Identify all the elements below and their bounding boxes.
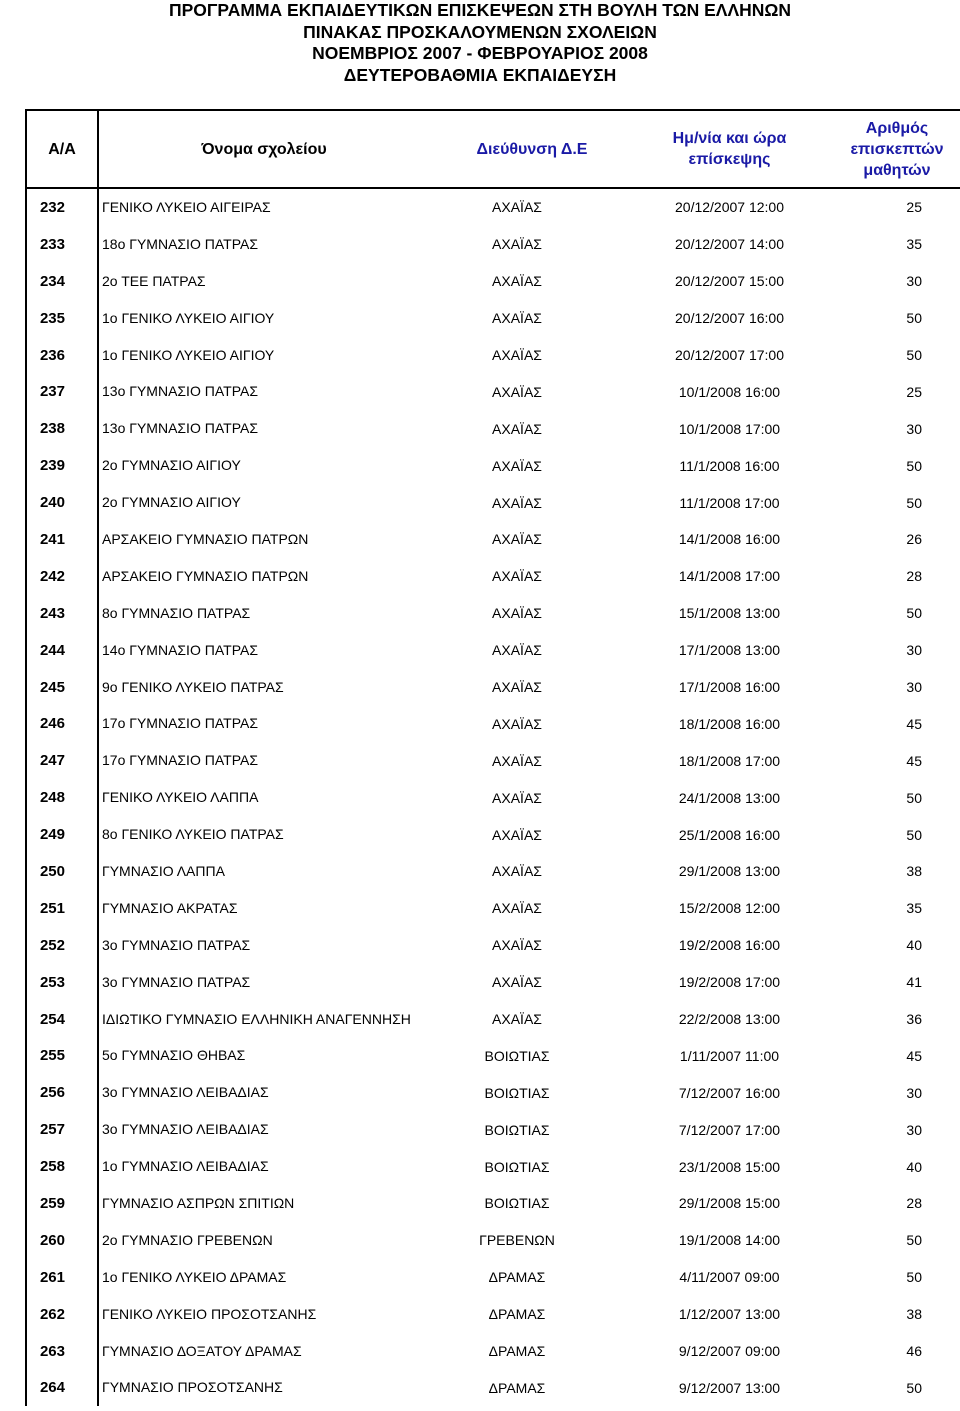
direction-name: ΑΧΑΪΑΣ [492, 715, 542, 732]
table-row [27, 1259, 960, 1296]
row-number: 264 [39, 1379, 65, 1397]
table-row [27, 890, 960, 927]
students-count: 50 [906, 494, 922, 511]
students-count: 50 [906, 1379, 922, 1396]
row-number: 245 [39, 678, 65, 696]
visit-datetime: 15/1/2008 13:00 [678, 605, 781, 622]
table-row [27, 1185, 960, 1222]
document-title-block [0, 0, 960, 86]
students-count: 45 [906, 1047, 922, 1064]
row-number: 254 [39, 1010, 65, 1028]
title-line: ΠΡΟΓΡΑΜΜΑ ΕΚΠΑΙΔΕΥΤΙΚΩΝ ΕΠΙΣΚΕΨΕΩΝ ΣΤΗ ΒΟΥΛΗ ΤΩΝ ΕΛΛΗΝΩΝ [168, 0, 792, 20]
direction-name: ΒΟΙΩΤΙΑΣ [484, 1047, 550, 1064]
table-row [27, 521, 960, 558]
row-number: 246 [39, 715, 65, 733]
table-row [27, 226, 960, 263]
direction-name: ΑΧΑΪΑΣ [492, 605, 542, 622]
row-number: 248 [39, 789, 65, 807]
row-number: 253 [39, 973, 65, 991]
students-count: 50 [906, 605, 922, 622]
visit-datetime: 18/1/2008 16:00 [678, 715, 781, 732]
visit-datetime: 1/11/2007 11:00 [679, 1047, 780, 1064]
row-number: 260 [39, 1231, 65, 1249]
school-name: 8ο ΓΥΜΝΑΣΙΟ ΠΑΤΡΑΣ [102, 604, 251, 621]
row-number: 247 [39, 752, 65, 770]
visit-datetime: 20/12/2007 15:00 [675, 273, 784, 290]
row-number: 263 [39, 1342, 65, 1360]
school-name: 3ο ΓΥΜΝΑΣΙΟ ΠΑΤΡΑΣ [102, 936, 251, 953]
visit-datetime: 7/12/2007 17:00 [678, 1121, 781, 1138]
direction-name: ΑΧΑΪΑΣ [492, 679, 542, 696]
school-name: 13ο ΓΥΜΝΑΣΙΟ ΠΑΤΡΑΣ [102, 420, 258, 437]
table-row [27, 964, 960, 1001]
header-students: Αριθμός επισκεπτών μαθητών [850, 119, 944, 179]
visit-datetime: 23/1/2008 15:00 [678, 1158, 781, 1175]
students-count: 50 [906, 1232, 922, 1249]
school-name: 17ο ΓΥΜΝΑΣΙΟ ΠΑΤΡΑΣ [102, 752, 258, 769]
table-row [27, 1370, 960, 1407]
school-name: ΙΔΙΩΤΙΚΟ ΓΥΜΝΑΣΙΟ ΕΛΛΗΝΙΚΗ ΑΝΑΓΕΝΝΗΣΗ [102, 1010, 411, 1027]
students-count: 25 [906, 383, 922, 400]
students-count: 28 [906, 1195, 922, 1212]
visit-datetime: 15/2/2008 12:00 [678, 900, 781, 917]
row-number: 241 [39, 530, 65, 548]
direction-name: ΑΧΑΪΑΣ [492, 568, 542, 585]
title-line: ΔΕΥΤΕΡΟΒΑΘΜΙΑ ΕΚΠΑΙΔΕΥΣΗ [343, 64, 617, 85]
row-number: 250 [39, 862, 65, 880]
visit-datetime: 29/1/2008 15:00 [678, 1195, 781, 1212]
direction-name: ΑΧΑΪΑΣ [492, 273, 542, 290]
row-number: 233 [39, 235, 65, 253]
students-count: 30 [906, 273, 922, 290]
school-name: 5ο ΓΥΜΝΑΣΙΟ ΘΗΒΑΣ [102, 1047, 246, 1064]
visit-datetime: 9/12/2007 13:00 [678, 1379, 781, 1396]
school-name: 8ο ΓΕΝΙΚΟ ΛΥΚΕΙΟ ΠΑΤΡΑΣ [102, 826, 284, 843]
school-name: 14ο ΓΥΜΝΑΣΙΟ ΠΑΤΡΑΣ [102, 641, 258, 658]
table-row [27, 1222, 960, 1259]
visit-datetime: 25/1/2008 16:00 [678, 826, 781, 843]
row-number: 232 [39, 198, 65, 216]
table-row [27, 595, 960, 632]
table-row [27, 1296, 960, 1333]
visit-datetime: 20/12/2007 16:00 [675, 310, 784, 327]
school-name: 2ο ΤΕΕ ΠΑΤΡΑΣ [102, 272, 206, 289]
school-name: ΓΥΜΝΑΣΙΟ ΛΑΠΠΑ [102, 862, 225, 879]
title-line: ΠΙΝΑΚΑΣ ΠΡΟΣΚΑΛΟΥΜΕΝΩΝ ΣΧΟΛΕΙΩΝ [303, 21, 657, 42]
school-name: ΓΕΝΙΚΟ ΛΥΚΕΙΟ ΑΙΓΕΙΡΑΣ [102, 198, 271, 215]
students-count: 36 [906, 1011, 922, 1028]
table-row [27, 1111, 960, 1148]
visit-datetime: 17/1/2008 13:00 [678, 642, 781, 659]
row-number: 257 [39, 1121, 65, 1139]
visit-datetime: 20/12/2007 14:00 [675, 236, 784, 253]
table-header-row [27, 109, 960, 189]
header-direction: Διεύθυνση Δ.Ε [476, 140, 588, 158]
visit-datetime: 14/1/2008 17:00 [678, 568, 781, 585]
row-number: 234 [39, 272, 65, 290]
students-count: 30 [906, 642, 922, 659]
students-count: 30 [906, 420, 922, 437]
students-count: 30 [906, 1121, 922, 1138]
row-number: 243 [39, 604, 65, 622]
header-aa: Α/Α [48, 140, 76, 158]
row-number: 251 [39, 899, 65, 917]
table-row [27, 779, 960, 816]
table-body [27, 189, 960, 1406]
school-name: ΓΕΝΙΚΟ ΛΥΚΕΙΟ ΛΑΠΠΑ [102, 789, 259, 806]
direction-name: ΑΧΑΪΑΣ [492, 642, 542, 659]
students-count: 50 [906, 310, 922, 327]
visit-datetime: 9/12/2007 09:00 [678, 1343, 781, 1360]
row-number: 236 [39, 346, 65, 364]
table-row [27, 447, 960, 484]
visit-datetime: 29/1/2008 13:00 [678, 863, 781, 880]
table-row [27, 410, 960, 447]
table-row [27, 816, 960, 853]
direction-name: ΑΧΑΪΑΣ [492, 789, 542, 806]
school-name: 3ο ΓΥΜΝΑΣΙΟ ΛΕΙΒΑΔΙΑΣ [102, 1121, 269, 1138]
school-name: 1ο ΓΕΝΙΚΟ ΛΥΚΕΙΟ ΑΙΓΙΟΥ [102, 346, 275, 363]
direction-name: ΑΧΑΪΑΣ [492, 494, 542, 511]
students-count: 50 [906, 789, 922, 806]
row-number: 242 [39, 567, 65, 585]
row-number: 259 [39, 1194, 65, 1212]
direction-name: ΒΟΙΩΤΙΑΣ [484, 1158, 550, 1175]
students-count: 30 [906, 679, 922, 696]
visit-datetime: 7/12/2007 16:00 [678, 1084, 781, 1101]
students-count: 35 [906, 900, 922, 917]
table-row [27, 189, 960, 226]
direction-name: ΑΧΑΪΑΣ [492, 1011, 542, 1028]
students-count: 38 [906, 1306, 922, 1323]
direction-name: ΒΟΙΩΤΙΑΣ [484, 1084, 550, 1101]
row-number: 256 [39, 1084, 65, 1102]
school-name: 9ο ΓΕΝΙΚΟ ΛΥΚΕΙΟ ΠΑΤΡΑΣ [102, 678, 284, 695]
school-name: ΓΥΜΝΑΣΙΟ ΑΚΡΑΤΑΣ [102, 899, 238, 916]
row-number: 235 [39, 309, 65, 327]
students-count: 45 [906, 752, 922, 769]
title-line: ΝΟΕΜΒΡΙΟΣ 2007 - ΦΕΒΡΟΥΑΡΙΟΣ 2008 [312, 43, 648, 63]
direction-name: ΑΧΑΪΑΣ [492, 900, 542, 917]
table-row [27, 484, 960, 521]
direction-name: ΑΧΑΪΑΣ [492, 752, 542, 769]
row-number: 262 [39, 1305, 65, 1323]
table-row [27, 705, 960, 742]
school-name: ΓΥΜΝΑΣΙΟ ΠΡΟΣΟΤΣΑΝΗΣ [102, 1379, 283, 1396]
school-name: 2ο ΓΥΜΝΑΣΙΟ ΑΙΓΙΟΥ [102, 457, 241, 474]
direction-name: ΑΧΑΪΑΣ [492, 937, 542, 954]
students-count: 25 [906, 199, 922, 216]
students-count: 45 [906, 715, 922, 732]
students-count: 46 [906, 1343, 922, 1360]
table-row [27, 373, 960, 410]
visit-datetime: 11/1/2008 17:00 [679, 494, 780, 511]
direction-name: ΑΧΑΪΑΣ [492, 383, 542, 400]
students-count: 50 [906, 1269, 922, 1286]
visit-datetime: 11/1/2008 16:00 [679, 457, 780, 474]
school-name: ΑΡΣΑΚΕΙΟ ΓΥΜΝΑΣΙΟ ΠΑΤΡΩΝ [102, 530, 309, 547]
row-number: 240 [39, 494, 65, 512]
visit-datetime: 10/1/2008 17:00 [678, 420, 781, 437]
row-number: 252 [39, 936, 65, 954]
visit-datetime: 1/12/2007 13:00 [678, 1306, 781, 1323]
school-name: 18ο ΓΥΜΝΑΣΙΟ ΠΑΤΡΑΣ [102, 235, 258, 252]
school-name: 1ο ΓΕΝΙΚΟ ΛΥΚΕΙΟ ΑΙΓΙΟΥ [102, 309, 275, 326]
table-row [27, 1333, 960, 1370]
school-name: 17ο ΓΥΜΝΑΣΙΟ ΠΑΤΡΑΣ [102, 715, 258, 732]
table-row [27, 927, 960, 964]
direction-name: ΑΧΑΪΑΣ [492, 236, 542, 253]
school-name: ΓΥΜΝΑΣΙΟ ΔΟΞΑΤΟΥ ΔΡΑΜΑΣ [102, 1342, 302, 1359]
row-number: 249 [39, 826, 65, 844]
visit-datetime: 10/1/2008 16:00 [678, 383, 781, 400]
students-count: 26 [906, 531, 922, 548]
table-row [27, 1074, 960, 1111]
students-count: 35 [906, 236, 922, 253]
school-name: ΓΥΜΝΑΣΙΟ ΑΣΠΡΩΝ ΣΠΙΤΙΩΝ [102, 1194, 295, 1211]
table-row [27, 632, 960, 669]
row-number: 239 [39, 457, 65, 475]
table-row [27, 1148, 960, 1185]
visit-datetime: 14/1/2008 16:00 [678, 531, 781, 548]
students-count: 40 [906, 1158, 922, 1175]
school-name: 3ο ΓΥΜΝΑΣΙΟ ΠΑΤΡΑΣ [102, 973, 251, 990]
row-number: 237 [39, 383, 65, 401]
header-datetime: Ημ/νία και ώρα επίσκεψης [672, 130, 787, 168]
direction-name: ΑΧΑΪΑΣ [492, 531, 542, 548]
direction-name: ΒΟΙΩΤΙΑΣ [484, 1195, 550, 1212]
school-name: 1ο ΓΥΜΝΑΣΙΟ ΛΕΙΒΑΔΙΑΣ [102, 1158, 269, 1175]
school-name: 13ο ΓΥΜΝΑΣΙΟ ΠΑΤΡΑΣ [102, 383, 258, 400]
visit-datetime: 24/1/2008 13:00 [678, 789, 781, 806]
direction-name: ΓΡΕΒΕΝΩΝ [479, 1232, 555, 1249]
school-name: ΓΕΝΙΚΟ ΛΥΚΕΙΟ ΠΡΟΣΟΤΣΑΝΗΣ [102, 1305, 317, 1322]
row-number: 258 [39, 1158, 65, 1176]
row-number: 255 [39, 1047, 65, 1065]
direction-name: ΑΧΑΪΑΣ [492, 826, 542, 843]
students-count: 50 [906, 347, 922, 363]
visit-datetime: 22/2/2008 13:00 [678, 1011, 781, 1028]
direction-name: ΑΧΑΪΑΣ [492, 420, 542, 437]
table-row [27, 669, 960, 706]
visit-datetime: 19/2/2008 17:00 [678, 974, 781, 991]
row-number: 238 [39, 420, 65, 438]
students-count: 28 [906, 568, 922, 585]
students-count: 50 [906, 457, 922, 474]
direction-name: ΑΧΑΪΑΣ [492, 457, 542, 474]
direction-name: ΑΧΑΪΑΣ [492, 199, 542, 216]
table-row [27, 1001, 960, 1038]
table-row [27, 853, 960, 890]
school-name: 2ο ΓΥΜΝΑΣΙΟ ΓΡΕΒΕΝΩΝ [102, 1231, 273, 1248]
school-name: 1ο ΓΕΝΙΚΟ ΛΥΚΕΙΟ ΔΡΑΜΑΣ [102, 1268, 287, 1285]
direction-name: ΑΧΑΪΑΣ [492, 310, 542, 327]
visit-datetime: 19/2/2008 16:00 [678, 937, 781, 954]
visit-datetime: 20/12/2007 12:00 [675, 199, 784, 216]
students-count: 50 [906, 826, 922, 843]
direction-name: ΑΧΑΪΑΣ [492, 347, 542, 363]
direction-name: ΒΟΙΩΤΙΑΣ [484, 1121, 550, 1138]
table-row [27, 558, 960, 595]
table-row [27, 263, 960, 300]
table-row [27, 742, 960, 779]
row-number: 244 [39, 641, 65, 659]
students-count: 30 [906, 1084, 922, 1101]
visit-datetime: 4/11/2007 09:00 [679, 1269, 780, 1286]
row-number: 261 [39, 1268, 65, 1286]
direction-name: ΔΡΑΜΑΣ [488, 1343, 546, 1360]
direction-name: ΑΧΑΪΑΣ [492, 974, 542, 991]
visit-datetime: 20/12/2007 17:00 [675, 347, 784, 363]
table-row [27, 300, 960, 337]
direction-name: ΑΧΑΪΑΣ [492, 863, 542, 880]
students-count: 38 [906, 863, 922, 880]
schools-table [25, 109, 960, 1406]
students-count: 40 [906, 937, 922, 954]
direction-name: ΔΡΑΜΑΣ [488, 1306, 546, 1323]
direction-name: ΔΡΑΜΑΣ [488, 1379, 546, 1396]
header-school-name: Όνομα σχολείου [201, 140, 327, 158]
visit-datetime: 18/1/2008 17:00 [678, 752, 781, 769]
visit-datetime: 17/1/2008 16:00 [678, 679, 781, 696]
table-row [27, 337, 960, 374]
students-count: 41 [906, 974, 922, 991]
table-row [27, 1037, 960, 1074]
visit-datetime: 19/1/2008 14:00 [678, 1232, 781, 1249]
school-name: 3ο ΓΥΜΝΑΣΙΟ ΛΕΙΒΑΔΙΑΣ [102, 1084, 269, 1101]
school-name: ΑΡΣΑΚΕΙΟ ΓΥΜΝΑΣΙΟ ΠΑΤΡΩΝ [102, 567, 309, 584]
direction-name: ΔΡΑΜΑΣ [488, 1269, 546, 1286]
school-name: 2ο ΓΥΜΝΑΣΙΟ ΑΙΓΙΟΥ [102, 494, 241, 511]
